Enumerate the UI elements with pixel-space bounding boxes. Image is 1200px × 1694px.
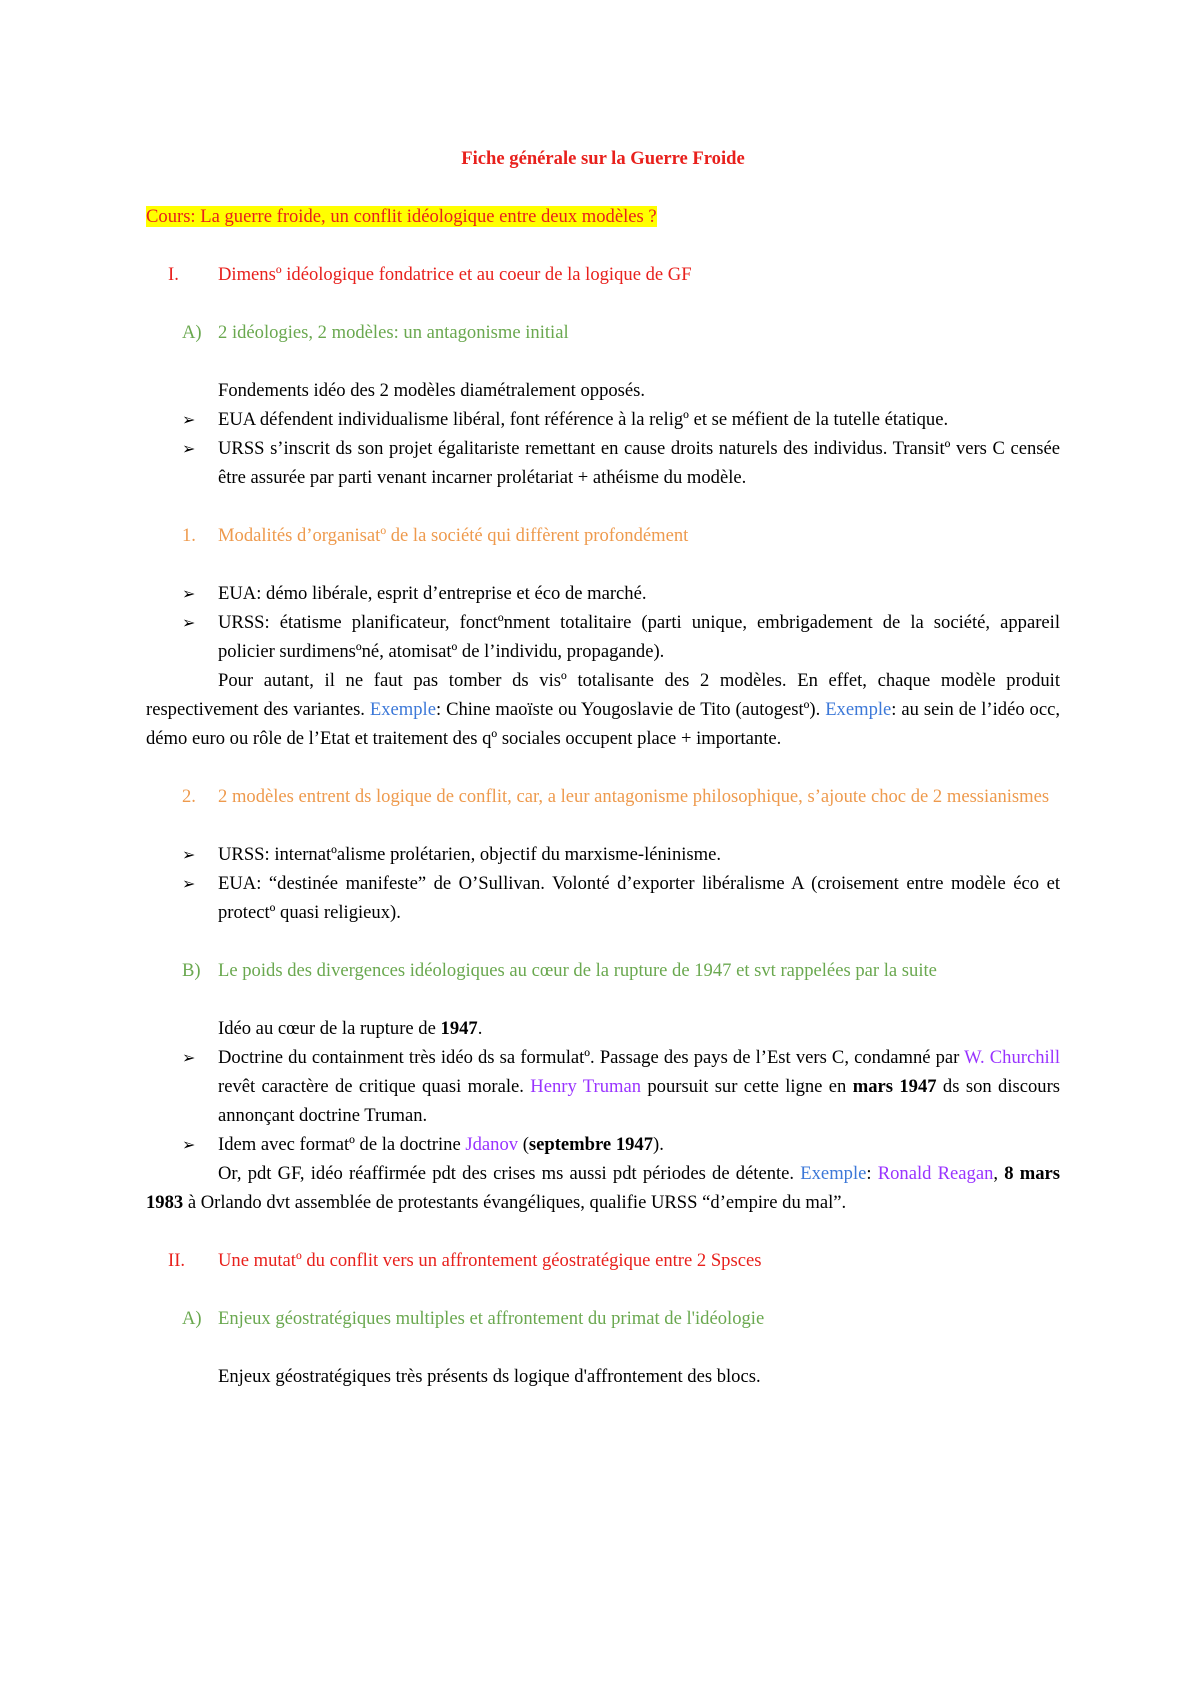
heading-marker: A) [182,322,202,343]
heading-marker: 2. [182,786,196,807]
date-bold: 1947 [440,1018,478,1039]
list-item: ➢ URSS s’inscrit ds son projet égalitariste remettant en cause droits naturels des individus. Transitº vers C censée être assurée par parti venant incarner prolétariat + athéisme du modèle. [146,434,1060,492]
heading-text: Modalités d’organisatº de la société qui diffèrent profondément [218,525,689,546]
paragraph-variants: Pour autant, il ne faut pas tomber ds visº totalisante des 2 modèles. En effet, chaque modèle produit respectivement des variantes. Exemple: Chine maoïste ou Yougoslavie de Tito (autogestº). Exemple: au sein de l’idéo occ, démo euro ou rôle de l’Etat et traitement des qº sociales occupent place + importante. [146,670,1060,749]
heading-text: 2 idéologies, 2 modèles: un antagonisme initial [218,322,569,343]
person-jdanov: Jdanov [465,1134,519,1155]
paragraph-reagan: Or, pdt GF, idéo réaffirmée pdt des crises ms aussi pdt périodes de détente. Exemple: Ronald Reagan, 8 mars 1983 à Orlando dvt assemblée de protestants évangéliques, qualifie URSS “d’empire du mal”. [146,1163,1060,1213]
paragraph-intro-1a: Fondements idéo des 2 modèles diamétralement opposés. [218,380,646,401]
heading-marker: A) [182,1308,202,1329]
heading-section-2a [146,1304,1060,1333]
example-label: Exemple [800,1163,867,1184]
bullet-list-1a-2 [146,840,1060,927]
paragraph-intro-2a: Enjeux géostratégiques très présents ds logique d'affrontement des blocs. [218,1366,761,1387]
heading-section-1a-2 [146,782,1060,811]
person-truman: Henry Truman [530,1076,642,1097]
arrowhead-bullet-icon: ➢ [182,1048,196,1067]
arrowhead-bullet-icon: ➢ [182,1135,196,1154]
heading-section-1 [146,260,1060,289]
heading-text: Enjeux géostratégiques multiples et affrontement du primat de l'idéologie [218,1308,765,1329]
list-item: ➢ Doctrine du containment très idéo ds sa formulatº. Passage des pays de l’Est vers C, condamné par W. Churchill revêt caractère de critique quasi morale. Henry Truman poursuit sur cette ligne en mars 1947 ds son discours annonçant doctrine Truman. [146,1043,1060,1130]
arrowhead-bullet-icon: ➢ [182,845,196,864]
arrowhead-bullet-icon: ➢ [182,584,196,603]
list-item: ➢ URSS: étatisme planificateur, fonctºnment totalitaire (parti unique, embrigadement de la société, appareil policier surdimensºné, atomisatº de l’individu, propagande). [146,608,1060,666]
heading-text: Le poids des divergences idéologiques au cœur de la rupture de 1947 et svt rappelées par la suite [218,960,937,981]
heading-section-2 [146,1246,1060,1275]
date-bold: mars 1947 [852,1076,937,1097]
person-churchill: W. Churchill [964,1047,1061,1068]
heading-marker: 1. [182,525,196,546]
bullet-list-1a [146,405,1060,492]
course-highlight: Cours: La guerre froide, un conflit idéologique entre deux modèles ? [146,206,657,227]
example-label: Exemple [369,699,436,720]
list-item: ➢ URSS: internatºalisme prolétarien, objectif du marxisme-léninisme. [146,840,1060,869]
heading-text: 2 modèles entrent ds logique de conflit, car, a leur antagonisme philosophique, s’ajoute choc de 2 messianismes [218,786,1050,807]
arrowhead-bullet-icon: ➢ [182,439,196,458]
paragraph-intro-1b: Idéo au cœur de la rupture de 1947. [218,1018,483,1039]
document-title: Fiche générale sur la Guerre Froide [461,148,745,169]
list-item: ➢ EUA: démo libérale, esprit d’entreprise et éco de marché. [146,579,1060,608]
heading-marker: B) [182,960,201,981]
heading-section-1b [146,956,1060,985]
bullet-list-1b [146,1043,1060,1159]
bullet-list-1a-1 [146,579,1060,666]
list-item: ➢ Idem avec formatº de la doctrine Jdanov (septembre 1947). [146,1130,1060,1159]
person-reagan: Ronald Reagan [877,1163,994,1184]
heading-text: Une mutatº du conflit vers un affrontement géostratégique entre 2 Spsces [218,1250,762,1271]
arrowhead-bullet-icon: ➢ [182,874,196,893]
heading-marker: II. [168,1250,186,1271]
heading-marker: I. [168,264,179,285]
date-bold: 8 mars 1983 [146,1163,1060,1213]
arrowhead-bullet-icon: ➢ [182,410,196,429]
heading-text: Dimensº idéologique fondatrice et au coeur de la logique de GF [218,264,692,285]
date-bold: septembre 1947 [528,1134,654,1155]
course-line [146,202,1060,231]
heading-section-1a [146,318,1060,347]
example-label: Exemple [825,699,892,720]
document-body [146,144,1060,1391]
list-item: ➢ EUA défendent individualisme libéral, font référence à la religº et se méfient de la tutelle étatique. [146,405,1060,434]
heading-section-1a-1 [146,521,1060,550]
list-item: ➢ EUA: “destinée manifeste” de O’Sullivan. Volonté d’exporter libéralisme A (croisement entre modèle éco et protectº quasi religieux). [146,869,1060,927]
arrowhead-bullet-icon: ➢ [182,613,196,632]
